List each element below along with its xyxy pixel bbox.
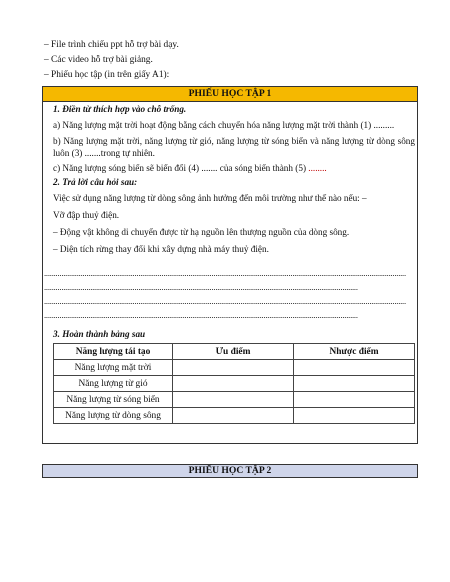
question-2-title: 2. Trả lời câu hỏi sau:	[53, 177, 138, 187]
answer-line: ...................................................................................................................................................................	[44, 310, 358, 320]
table-row	[54, 376, 415, 392]
intro-item: – File trình chiếu ppt hỗ trợ bài dạy.	[44, 40, 179, 50]
question-1b: b) Năng lượng mặt trời, năng lượng từ gió, năng lượng từ sóng biển và năng lượng từ dòng sông luôn (3) .......trong tự nhiên.	[53, 135, 415, 158]
answer-line: ............................................................................................................................................................................................	[44, 268, 406, 278]
intro-list	[44, 38, 179, 83]
worksheet-2-title: PHIẾU HỌC TẬP 2	[42, 464, 418, 478]
table-cell	[294, 360, 415, 376]
table-cell: Năng lượng mặt trời	[54, 360, 173, 376]
table-cell	[294, 408, 415, 424]
question-1a: a) Năng lượng mặt trời hoạt động bằng cách chuyển hóa năng lượng mặt trời thành (1) .........	[53, 120, 395, 130]
table-cell: Năng lượng từ sóng biển	[54, 392, 173, 408]
question-2-item: Vỡ đập thuỷ điện.	[53, 210, 120, 220]
answer-line: ............................................................................................................................................................................................	[44, 296, 406, 306]
table-cell: Năng lượng từ dòng sông	[54, 408, 173, 424]
question-1c-text: c) Năng lượng sóng biển sẽ biến đổi (4) ....... của sóng biển thành (5)	[53, 162, 309, 173]
question-2-item: – Động vật không di chuyển được từ hạ nguồn lên thượng nguồn của dòng sông.	[53, 227, 350, 237]
worksheet-1-title: PHIẾU HỌC TẬP 1	[43, 87, 417, 102]
worksheet-1-content	[43, 103, 417, 424]
table-cell	[294, 376, 415, 392]
table-cell	[173, 392, 294, 408]
question-1c-blank: ........	[308, 162, 327, 173]
question-1-title: 1. Điền từ thích hợp vào chỗ trống.	[53, 104, 187, 114]
table-header-row	[54, 344, 415, 360]
table-header: Nhược điểm	[294, 344, 415, 360]
energy-table	[53, 343, 415, 424]
table-cell	[173, 376, 294, 392]
table-cell	[173, 360, 294, 376]
question-3-title: 3. Hoàn thành bảng sau	[53, 329, 146, 339]
answer-line: ...................................................................................................................................................................	[44, 282, 358, 292]
question-1c	[53, 162, 417, 175]
table-row	[54, 360, 415, 376]
table-row	[54, 392, 415, 408]
table-header: Năng lượng tái tạo	[54, 344, 173, 360]
question-2-text: Việc sử dụng năng lượng từ dòng sông ảnh hưởng đến môi trường như thế nào nếu: –	[53, 193, 367, 203]
intro-item: – Phiếu học tập (in trên giấy A1):	[44, 70, 170, 80]
question-2-item: – Diện tích rừng thay đổi khi xây dựng nhà máy thuỷ điện.	[53, 244, 269, 254]
worksheet-1	[42, 86, 418, 444]
intro-item: – Các video hỗ trợ bài giảng.	[44, 55, 153, 65]
table-cell	[173, 408, 294, 424]
table-cell: Năng lượng từ gió	[54, 376, 173, 392]
table-header: Ưu điểm	[173, 344, 294, 360]
table-cell	[294, 392, 415, 408]
table-row	[54, 408, 415, 424]
